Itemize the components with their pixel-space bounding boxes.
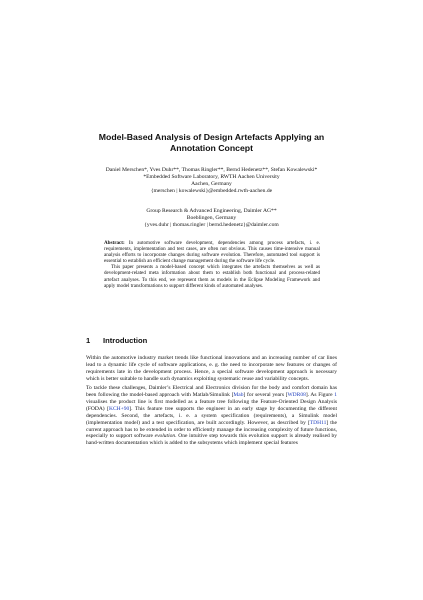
text-run: ] the current approach has to be extended in order to efficiently manage the increasing complexity of future functions, especially to support software [86, 419, 337, 440]
title-line-1: Model-Based Analysis of Design Artefacts Applying an [98, 132, 325, 142]
abstract-label: Abstract: [104, 240, 125, 246]
affiliation-1-email: {merschen | kowalewski}@embedded.rwth-aachen.de [150, 187, 273, 194]
text-run: visualises the product line is first modelled as a feature tree following the Feature-Oriented Design Analysis (FODA) [ [86, 398, 337, 412]
citation-link[interactable]: TDH11 [309, 419, 327, 426]
affiliation-2-block [60, 208, 363, 229]
text-run: To tackle these challenges, Daimler’s Electrical and Electronics division for the body and comfort domain has been following the model-based approach with Matlab/Simulink [ [86, 384, 337, 398]
citation-link[interactable]: Mab [233, 391, 244, 398]
abstract [104, 240, 320, 289]
text-run: ] for several years [ [243, 391, 288, 398]
body-text [86, 355, 337, 447]
citation-link[interactable]: KCH+90 [109, 405, 130, 412]
section-title: Introduction [103, 336, 148, 345]
text-run: ]. This feature tree supports the engineer in an early stage by documenting the different dependencies. Second, the artefacts, i. e. a system specification (requirements), a Simulink model (implementation model) and a test specification, are built accordingly. However, as described by [ [86, 405, 337, 426]
body-paragraph-1: Within the automotive industry market trends like functional innovations and an increasing number of car lines lead to a dynamic life cycle of software applications, e. g. the need to incorporate new features or changes of requirements late in the development process. Hence, a special software development approach is necessary which is better suitable to handle such dynamics exploiting systematic reuse and variability concepts. [86, 355, 337, 382]
body-paragraph-2 [86, 385, 337, 448]
figure-link[interactable]: 1 [334, 391, 337, 398]
affiliation-2: Group Research & Advanced Engineering, Daimler AG** [146, 208, 277, 214]
author-block [60, 167, 363, 195]
abstract-text-1: In automotive software development, dependencies among process artefacts, i. e. requirements, implementation and test cases, are often not obvious. This causes time-intensive manual analysis efforts to incorporate changes during software evolution. Therefore, automated tool support is essential to establish an efficient change management during the software life cycle. [104, 240, 321, 265]
abstract-paragraph-2: This paper presents a model-based concept which integrates the artefacts themselves as well as development-related meta information about them to establish both functional and process-related artefact analyses. To this end, we represent them as models in the Eclipse Modeling Framework and apply model transformations to support different kinds of automated analyses. [104, 264, 320, 289]
author-list: Daniel Merschen*, Yves Duhr**, Thomas Ringler**, Bernd Hedenetz**, Stefan Kowalewski* [105, 167, 318, 173]
emphasis: evolution [154, 433, 176, 440]
text-run: ]. As Figure [305, 391, 335, 398]
paper-title [60, 132, 363, 154]
text-run: . One intuitive step towards this evolution support is already realised by hand-written documentation which is added to the subsystems which implement special features [86, 433, 337, 447]
abstract-paragraph-1 [104, 240, 320, 264]
affiliation-1: *Embedded Software Laboratory, RWTH Aachen University [143, 173, 280, 180]
affiliation-2-location: Boeblingen, Germany [186, 214, 237, 221]
affiliation-2-email: {yves.duhr | thomas.ringler | bernd.hedenetz}@daimler.com [144, 221, 279, 228]
section-number: 1 [86, 336, 91, 345]
section-heading [86, 336, 336, 345]
citation-link[interactable]: WDR08 [287, 391, 306, 398]
affiliation-1-location: Aachen, Germany [191, 180, 232, 187]
title-line-2: Annotation Concept [169, 143, 253, 153]
